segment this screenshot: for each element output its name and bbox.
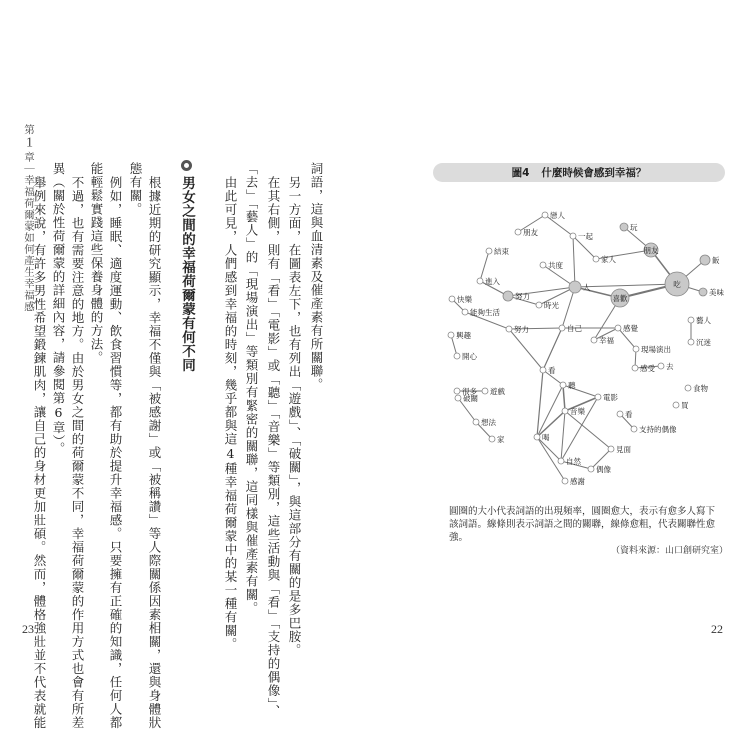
right-page-number: 22 [711, 622, 723, 636]
figure-source: （資料來源：山口創研究室） [611, 546, 729, 556]
body-paragraph: 詞語，這與血清素及催產素有所關聯。 [309, 162, 324, 392]
network-node [688, 339, 694, 345]
network-node-label: 食物 [693, 384, 708, 393]
network-node-label: 去 [666, 362, 674, 371]
network-node [673, 402, 679, 408]
network-node [448, 332, 454, 338]
network-node [473, 419, 479, 425]
section-heading-text: 男女之間的幸福荷爾蒙有何不同 [179, 176, 195, 372]
network-node [462, 309, 468, 315]
network-node-label: 聽 [568, 381, 576, 390]
figure-title: 什麼時候會感到幸福？ [541, 167, 647, 179]
network-node [534, 434, 540, 440]
network-node-label: 努力 [515, 292, 530, 301]
network-node [631, 426, 637, 432]
network-node-label: 電影 [603, 393, 618, 402]
network-node [608, 446, 614, 452]
network-node [588, 466, 594, 472]
network-node [658, 363, 664, 369]
network-node [633, 346, 639, 352]
network-node-label: 一起 [578, 232, 593, 241]
network-node-label: 破關 [463, 394, 478, 403]
network-node [515, 229, 521, 235]
body-paragraph: 舉例來說，有許多男性希望鍛鍊肌肉，讓自己的身材更加壯碩。然而，體格強壯並不代表就能 [32, 176, 47, 730]
network-node-label: 想法 [481, 418, 496, 427]
network-node-label: 偶像 [596, 465, 611, 474]
network-node [562, 408, 568, 414]
network-node [688, 317, 694, 323]
network-node [591, 337, 597, 343]
network-edge [563, 385, 565, 411]
network-node-label: 開心 [462, 352, 477, 361]
network-node-label: 藝人 [696, 316, 711, 325]
body-paragraph: 「去」「藝人」的「現場演出」等類別有緊密的關聯，這同樣與催產素有關。 [244, 162, 259, 615]
network-node-label: 自然 [566, 457, 581, 466]
left-page-number: 23 [22, 622, 34, 636]
network-node-label: 自己 [567, 324, 582, 333]
running-head: 第1章｜幸福荷爾蒙如何產生幸福感 [22, 124, 37, 313]
network-node-label: 感覺 [623, 324, 638, 333]
network-node [620, 223, 628, 231]
network-node [454, 388, 460, 394]
network-node [559, 325, 565, 331]
network-node [615, 325, 621, 331]
word-network-diagram [425, 195, 725, 495]
network-node [570, 233, 576, 239]
network-node-label: 朋友 [523, 228, 538, 237]
network-node-label: 吃 [673, 280, 681, 289]
network-node-label: 幸福 [599, 336, 614, 345]
network-node [486, 248, 492, 254]
network-node [449, 296, 455, 302]
network-node-label: 喜歡 [612, 294, 628, 303]
network-node-label: 見面 [616, 445, 631, 454]
network-edge [562, 287, 575, 328]
network-node [454, 353, 460, 359]
body-paragraph: 能輕鬆實踐這些保養身體的方法。 [89, 162, 104, 365]
network-node [700, 255, 710, 265]
network-node [489, 436, 495, 442]
network-node-label: 快樂 [457, 295, 472, 304]
network-node [482, 388, 488, 394]
network-node [536, 302, 542, 308]
network-node-label: 看 [548, 366, 556, 375]
network-node-label: 家人 [601, 255, 616, 264]
network-node-label: 朋友 [643, 246, 659, 255]
network-node-label: 看 [625, 410, 633, 419]
network-edge [573, 236, 575, 287]
network-node [685, 385, 691, 391]
network-node-label: 時光 [544, 301, 559, 310]
network-node-label: 家 [497, 435, 505, 444]
network-node [699, 288, 707, 296]
network-node [542, 212, 548, 218]
network-node [540, 367, 546, 373]
body-paragraph: 根據近期的研究顯示，幸福不僅與「被感謝」或「被稱讚」等人際關係因素相關，還與身體狀 [147, 176, 162, 730]
network-node-label: 沉迷 [696, 338, 711, 347]
network-node-label: 買 [681, 401, 689, 410]
network-node-label: 興趣 [456, 331, 471, 340]
network-node [477, 278, 483, 284]
figure-label: 圖4 [511, 167, 530, 179]
network-node [593, 256, 599, 262]
figure-title-bar [433, 163, 725, 182]
figure-caption: 圓圈的大小代表詞語的出現頻率，圓圈愈大，表示有愈多人寫下該詞語。線條則表示詞語之間的關聯，線條愈粗，代表關聯性愈強。 [449, 506, 716, 543]
body-paragraph: 由此可見，人們感到幸福的時刻，幾乎都與這4種幸福荷爾蒙中的某一種有關。 [223, 176, 238, 651]
network-node-label: 感謝 [570, 477, 585, 486]
network-node [503, 291, 513, 301]
network-edge [509, 329, 543, 370]
network-node-label: 感受 [640, 364, 655, 373]
network-node [455, 395, 461, 401]
body-paragraph: 異（關於性荷爾蒙的詳細內容，請參閱第6章）。 [51, 162, 66, 456]
network-node-label: 能夠生活 [470, 308, 500, 317]
network-node-label: 結束 [494, 247, 509, 256]
network-node-label: 很多 [462, 387, 477, 396]
network-node-label: 現場演出 [641, 345, 671, 354]
network-node [595, 394, 601, 400]
network-node [506, 326, 512, 332]
network-node-label: 支持的偶像 [639, 425, 677, 434]
network-node-label: 遊戲 [490, 387, 505, 396]
network-edge [543, 328, 562, 370]
network-node [560, 382, 566, 388]
network-node-label: 飯 [712, 256, 720, 265]
network-node-label: 戀人 [550, 211, 565, 220]
network-node [558, 458, 564, 464]
body-paragraph: 態有關。 [128, 162, 143, 216]
network-node [569, 281, 581, 293]
network-node-label: 共度 [548, 261, 563, 270]
body-paragraph: 不過，也有需要注意的地方。由於男女之間的荷爾蒙不同，幸福荷爾蒙的作用方式也會有所差 [70, 176, 85, 730]
network-node-label: 努力 [514, 325, 529, 334]
network-node-label: 美味 [709, 288, 724, 297]
network-node [617, 411, 623, 417]
network-node-label: 人 [583, 283, 591, 292]
network-node [540, 262, 546, 268]
network-edge [561, 411, 565, 461]
section-heading [169, 160, 209, 480]
network-node-label: 玩 [630, 223, 638, 232]
bullet-circle-icon [181, 160, 192, 171]
network-node [632, 365, 638, 371]
network-node-label: 喝 [542, 433, 550, 442]
network-node-label: 進入 [485, 277, 500, 286]
network-node-label: 音樂 [570, 407, 585, 416]
network-edge [565, 411, 611, 449]
body-paragraph: 例如，睡眠、適度運動、飲食習慣等，都有助於提升幸福感。只要擁有正確的知識，任何人都 [108, 176, 123, 730]
network-node [562, 478, 568, 484]
body-paragraph: 在其右側，則有「看」「電影」或「聽」「音樂」等類別，這些活動與「看」「支持的偶像」、 [266, 176, 281, 718]
body-paragraph: 另一方面，在圖表左下，也有列出「遊戲」、「破關」，與這部分有關的是多巴胺。 [287, 176, 302, 657]
